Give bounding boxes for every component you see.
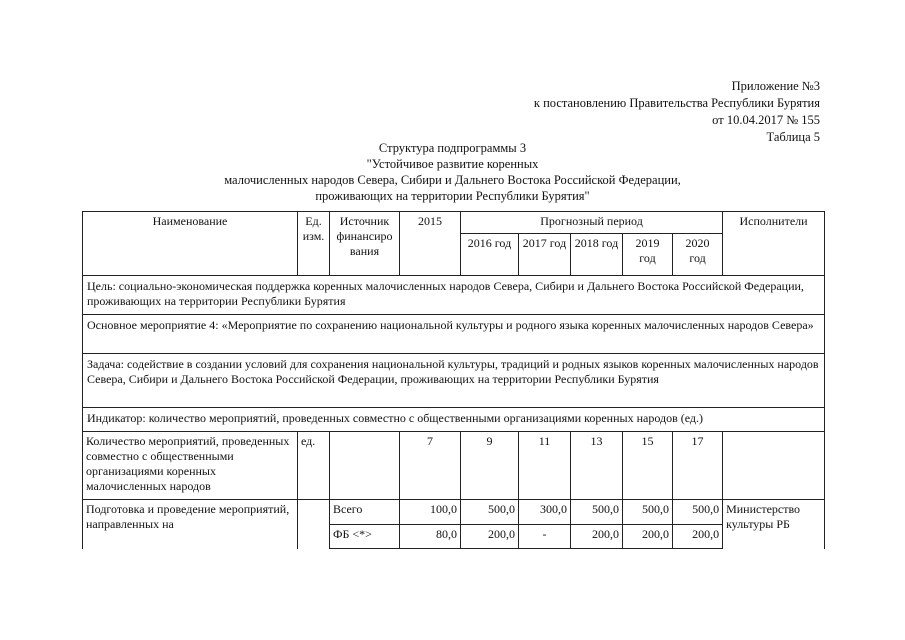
header-2019: 2019 год [623,234,673,276]
document-title [0,140,905,204]
prep-name: Подготовка и проведение мероприятий, направленных на [83,500,298,549]
title-line-2: "Устойчивое развитие коренных [366,157,539,171]
goal-cell: Цель: социально-экономическая поддержка коренных малочисленных народов Севера, Сибири и Дальнего Востока Российской Федерации, проживающих на территории Республики Бурятия [83,276,825,315]
prep-fb-2017: - [519,525,571,549]
title-line-1: Структура подпрограммы 3 [378,141,527,155]
title-line-4: проживающих на территории Республики Бурятия" [315,189,590,203]
header-2015: 2015 [400,212,461,276]
prep-total-2019: 500,0 [623,500,673,525]
table-header-row [83,212,825,234]
events-unit: ед. [298,432,330,500]
header-2016: 2016 год [461,234,519,276]
table-row [83,354,825,408]
main-event-cell: Основное мероприятие 4: «Мероприятие по сохранению национальной культуры и родного языка коренных малочисленных народов Севера» [83,315,825,354]
events-source [330,432,400,500]
prep-total-2015: 100,0 [400,500,461,525]
header-name: Наименование [83,212,298,276]
events-name: Количество мероприятий, проведенных совместно с общественными организациями коренных малочисленных народов [83,432,298,500]
events-2015: 7 [400,432,461,500]
table-row [83,408,825,432]
prep-total-2018: 500,0 [571,500,623,525]
document-header [534,78,820,146]
indicator-cell: Индикатор: количество мероприятий, проведенных совместно с общественными организациями коренных народов (ед.) [83,408,825,432]
prep-fb-2018: 200,0 [571,525,623,549]
resolution-ref: к постановлению Правительства Республики Бурятия [533,96,820,110]
prep-total-2016: 500,0 [461,500,519,525]
prep-total-2017: 300,0 [519,500,571,525]
prep-executor: Министерство культуры РБ [723,500,825,549]
header-forecast: Прогнозный период [461,212,723,234]
prep-source-fb: ФБ <*> [330,525,400,549]
table-row [83,500,825,525]
events-2020: 17 [673,432,723,500]
events-executor [723,432,825,500]
header-executors: Исполнители [723,212,825,276]
events-2018: 13 [571,432,623,500]
prep-unit [298,500,330,549]
table-row [83,432,825,500]
table-row [83,276,825,315]
header-2017: 2017 год [519,234,571,276]
prep-fb-2019: 200,0 [623,525,673,549]
prep-fb-2015: 80,0 [400,525,461,549]
date-number: от 10.04.2017 № 155 [712,113,820,127]
subprogram-structure-table [82,211,825,549]
events-2016: 9 [461,432,519,500]
prep-total-2020: 500,0 [673,500,723,525]
header-unit: Ед. изм. [298,212,330,276]
prep-fb-2020: 200,0 [673,525,723,549]
table-number: Таблица 5 [766,130,820,144]
header-2020: 2020 год [673,234,723,276]
task-cell: Задача: содействие в создании условий для сохранения национальной культуры, традиций и родных языков коренных малочисленных народов Севера, Сибири и Дальнего Востока Российской Федерации, проживающих на территории Республики Бурятия [83,354,825,408]
header-source: Источник финансиро вания [330,212,400,276]
events-2017: 11 [519,432,571,500]
appendix-label: Приложение №3 [731,79,820,93]
prep-fb-2016: 200,0 [461,525,519,549]
header-2018: 2018 год [571,234,623,276]
table-row [83,315,825,354]
title-line-3: малочисленных народов Севера, Сибири и Дальнего Востока Российской Федерации, [224,173,681,187]
prep-source-total: Всего [330,500,400,525]
events-2019: 15 [623,432,673,500]
